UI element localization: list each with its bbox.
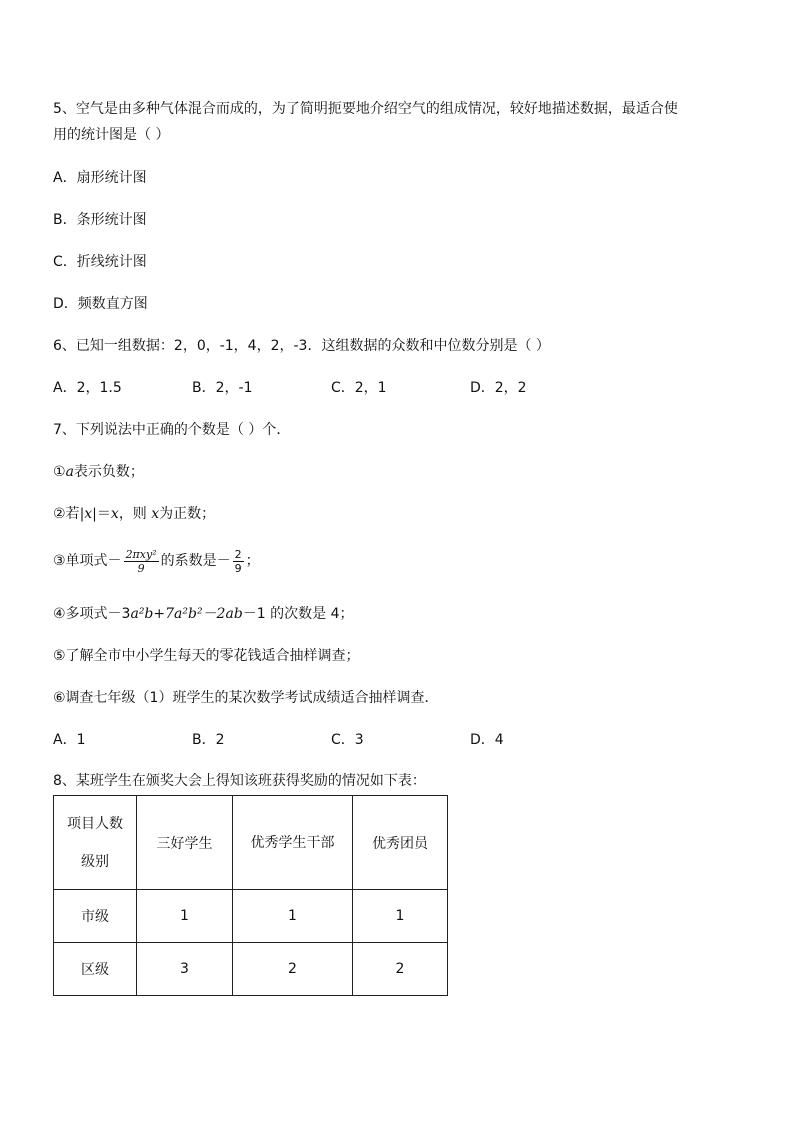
table-row-label: 区级 bbox=[54, 943, 137, 996]
q5-option-d: D．频数直方图 bbox=[53, 296, 148, 312]
q6-option-b: B．2，-1 bbox=[192, 380, 253, 396]
table-cell: 2 bbox=[353, 943, 448, 996]
q7-statement-5: ⑤了解全市中小学生每天的零花钱适合抽样调查； bbox=[53, 648, 360, 664]
q7-fraction-1: $\frac{\text{2πxy²}}{9}$ bbox=[125, 547, 157, 575]
table-header-cell: 三好学生 bbox=[137, 796, 233, 890]
table-cell: 3 bbox=[137, 943, 233, 996]
q7-fraction-2: $\frac{2}{9}$ bbox=[234, 547, 242, 575]
q7-option-d: D．4 bbox=[470, 732, 504, 748]
q7-statement-1: ①a表示负数； bbox=[53, 464, 144, 480]
q5-option-c: C．折线统计图 bbox=[53, 254, 147, 270]
q5-stem-line2: 用的统计图是（ ） bbox=[53, 127, 170, 143]
q5-option-b: B．条形统计图 bbox=[53, 212, 147, 228]
q8-stem: 8、某班学生在颁奖大会上得知该班获得奖励的情况如下表： bbox=[53, 773, 426, 789]
q7-options bbox=[53, 730, 609, 750]
table-header-row bbox=[54, 796, 448, 890]
table-cell: 1 bbox=[233, 890, 353, 943]
q5-stem-line1: 5、空气是由多种气体混合而成的，为了简明扼要地介绍空气的组成情况，较好地描述数据，最适合使 bbox=[53, 101, 678, 117]
q6-stem: 6、已知一组数据：2，0，-1，4，2，-3．这组数据的众数和中位数分别是（ ） bbox=[53, 338, 550, 354]
q7-option-b: B．2 bbox=[192, 732, 225, 748]
table-row bbox=[54, 943, 448, 996]
table-header-cell: 优秀团员 bbox=[353, 796, 448, 890]
table-cell: 1 bbox=[353, 890, 448, 943]
table-row-label: 市级 bbox=[54, 890, 137, 943]
table-row bbox=[54, 890, 448, 943]
q7-statement-2: ②若|x|＝x，则 x为正数； bbox=[53, 506, 216, 522]
q7-option-a: A．1 bbox=[53, 732, 86, 748]
q7-option-c: C．3 bbox=[331, 732, 364, 748]
q7-statement-4: ④多项式－3a²b+7a²b²－2ab－1 的次数是 4； bbox=[53, 606, 354, 622]
table-cell: 1 bbox=[137, 890, 233, 943]
q5-option-a: A．扇形统计图 bbox=[53, 170, 147, 186]
q6-option-c: C．2，1 bbox=[331, 380, 387, 396]
q7-statement-6: ⑥调查七年级（1）班学生的某次数学考试成绩适合抽样调查． bbox=[53, 690, 439, 706]
q6-option-d: D．2，2 bbox=[470, 380, 527, 396]
q7-statement-3: ③单项式－ $\frac{\text{2πxy²}}{9}$ 的系数是－ $\frac{2}{9}$ ； bbox=[53, 547, 260, 575]
award-table bbox=[53, 795, 448, 996]
q7-stem: 7、下列说法中正确的个数是（ ）个． bbox=[53, 422, 291, 438]
q6-options bbox=[53, 378, 609, 398]
table-corner-cell: 项目人数 级别 bbox=[54, 796, 137, 890]
q6-option-a: A．2，1.5 bbox=[53, 380, 122, 396]
table-header-cell: 优秀学生干部 bbox=[233, 796, 353, 890]
table-cell: 2 bbox=[233, 943, 353, 996]
